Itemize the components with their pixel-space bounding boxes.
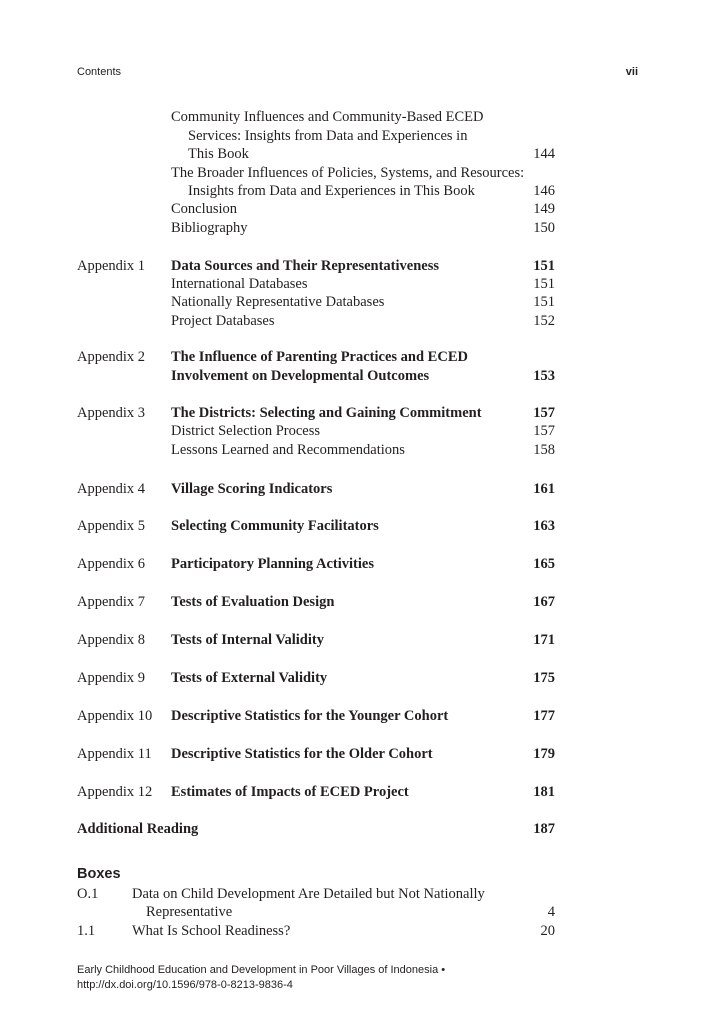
toc-subentry-title: Lessons Learned and Recommendations: [171, 442, 405, 458]
appendix-title: Participatory Planning Activities: [171, 556, 374, 572]
appendix-page: 161: [533, 481, 555, 497]
footer-bullet: •: [441, 964, 446, 976]
appendix-page: 167: [533, 594, 555, 610]
appendix-label: Appendix 11: [77, 746, 152, 762]
toc-entry-page: 144: [533, 146, 555, 162]
appendix-title: Descriptive Statistics for the Older Cohort: [171, 746, 433, 762]
appendix-page: 151: [533, 258, 555, 274]
running-header-section: Contents: [77, 66, 122, 78]
appendix-page: 175: [533, 670, 555, 686]
box-title: What Is School Readiness?: [132, 923, 291, 939]
toc-subentry-page: 151: [533, 294, 555, 310]
toc-subentry-title: Project Databases: [171, 313, 275, 329]
appendix-title: Data Sources and Their Representativeness: [171, 258, 439, 274]
toc-entry-title: Conclusion: [171, 201, 238, 217]
appendix-page: 181: [533, 784, 555, 800]
toc-entry-title: Community Influences and Community-Based ECED: [171, 109, 484, 125]
toc-subentry-page: 152: [533, 313, 555, 329]
toc-subentry-title: District Selection Process: [171, 423, 321, 439]
toc-subentry-title: International Databases: [171, 276, 308, 292]
toc-entry-title: This Book: [188, 146, 249, 162]
box-title: Data on Child Development Are Detailed but Not Nationally: [132, 886, 485, 902]
toc-entry-title: Bibliography: [171, 220, 248, 236]
footer-title-text: Early Childhood Education and Development in Poor Villages of Indonesia: [77, 964, 439, 976]
appendix-label: Appendix 8: [77, 632, 146, 648]
page-number: vii: [625, 66, 638, 78]
appendix-title: Village Scoring Indicators: [171, 481, 333, 497]
appendix-title: Tests of Evaluation Design: [171, 594, 335, 610]
appendix-label: Appendix 5: [77, 518, 146, 534]
appendix-title: Tests of Internal Validity: [171, 632, 324, 648]
appendix-label: Appendix 9: [77, 670, 146, 686]
toc-entry-title: Services: Insights from Data and Experiences in: [188, 128, 468, 144]
appendix-page: 165: [533, 556, 555, 572]
appendix-label: Appendix 3: [77, 405, 146, 421]
appendix-title: Descriptive Statistics for the Younger Cohort: [171, 708, 449, 724]
toc-entry-title: The Broader Influences of Policies, Systems, and Resources:: [171, 165, 525, 181]
toc-entry-page: 146: [533, 183, 555, 199]
appendix-label: Appendix 4: [77, 481, 146, 497]
boxes-heading: Boxes: [77, 866, 121, 882]
footer-doi-link[interactable]: http://dx.doi.org/10.1596/978-0-8213-9836-4: [77, 979, 293, 991]
toc-subentry-page: 151: [533, 276, 555, 292]
appendix-title: Involvement on Developmental Outcomes: [171, 368, 430, 384]
appendix-page: 171: [533, 632, 555, 648]
appendix-title: The Influence of Parenting Practices and ECED: [171, 349, 468, 365]
box-title: Representative: [146, 904, 233, 920]
appendix-page: 153: [533, 368, 555, 384]
toc-subentry-page: 158: [533, 442, 555, 458]
toc-entry-page: 150: [533, 220, 555, 236]
appendix-label: Appendix 6: [77, 556, 146, 572]
toc-entry-page: 149: [533, 201, 555, 217]
toc-entry-title: Insights from Data and Experiences in This Book: [188, 183, 475, 199]
footer-book-title: [77, 962, 445, 978]
appendix-title: Tests of External Validity: [171, 670, 328, 686]
appendix-label: Appendix 12: [77, 784, 153, 800]
appendix-page: 177: [533, 708, 555, 724]
appendix-page: 163: [533, 518, 555, 534]
appendix-title: Estimates of Impacts of ECED Project: [171, 784, 409, 800]
appendix-title: Selecting Community Facilitators: [171, 518, 379, 534]
additional-reading-title: Additional Reading: [77, 821, 199, 837]
box-number: 1.1: [77, 923, 96, 939]
appendix-label: Appendix 1: [77, 258, 146, 274]
additional-reading-page: 187: [533, 821, 555, 837]
appendix-title: The Districts: Selecting and Gaining Commitment: [171, 405, 482, 421]
box-page: 20: [540, 923, 555, 939]
appendix-page: 179: [533, 746, 555, 762]
appendix-page: 157: [533, 405, 555, 421]
box-number: O.1: [77, 886, 99, 902]
appendix-label: Appendix 7: [77, 594, 146, 610]
toc-subentry-page: 157: [533, 423, 555, 439]
appendix-label: Appendix 2: [77, 349, 146, 365]
box-page: 4: [547, 904, 555, 920]
toc-subentry-title: Nationally Representative Databases: [171, 294, 385, 310]
appendix-label: Appendix 10: [77, 708, 153, 724]
